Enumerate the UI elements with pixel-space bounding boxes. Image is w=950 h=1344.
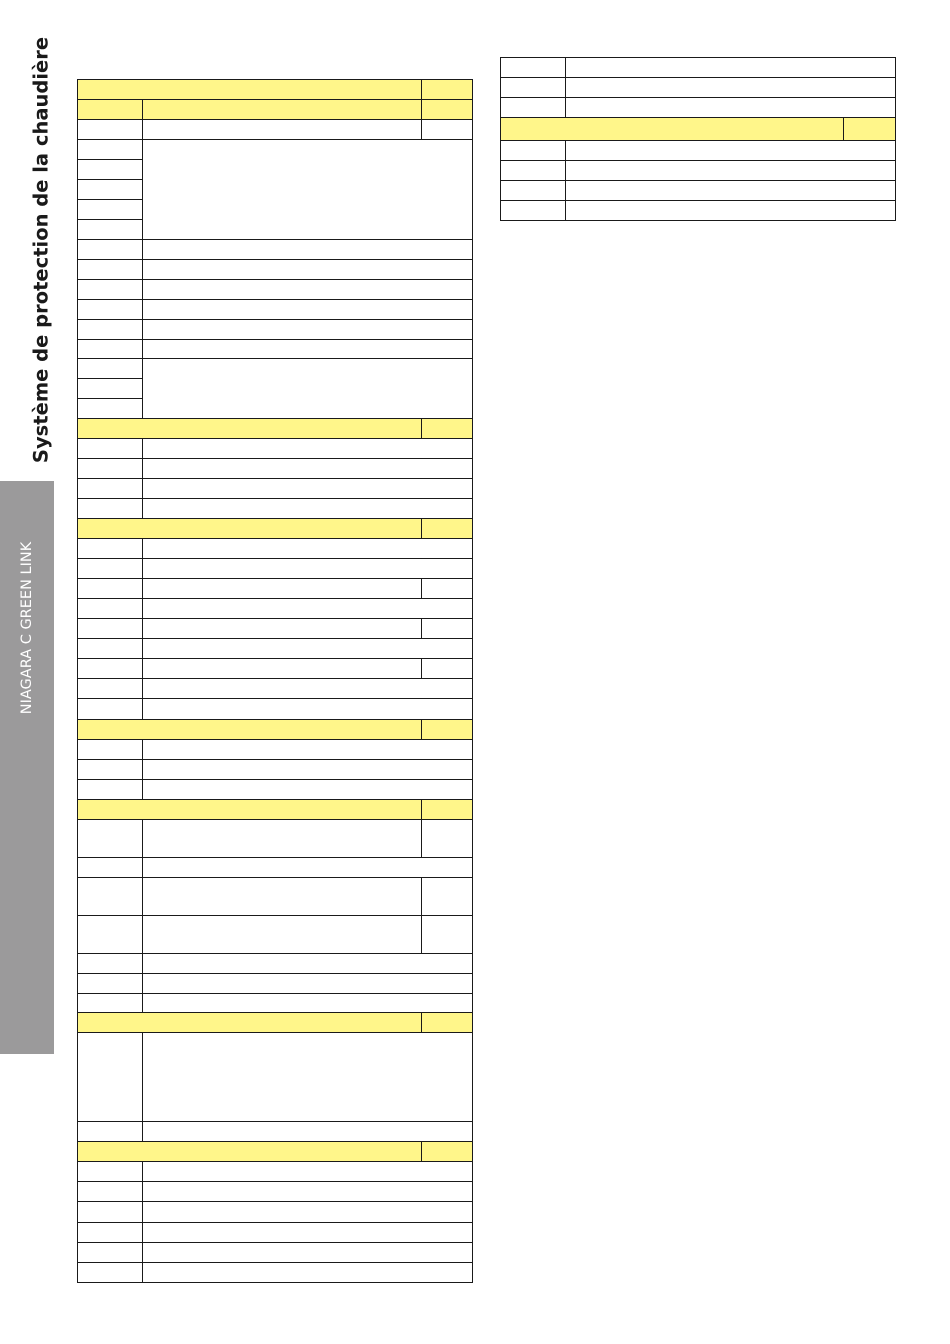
param-description	[142, 1201, 473, 1223]
section-header	[77, 1012, 422, 1033]
section-header-unit	[421, 518, 473, 539]
param-description	[142, 658, 422, 679]
param-description	[142, 915, 422, 954]
param-code	[77, 877, 143, 916]
param-code	[77, 239, 143, 260]
section-header-unit	[421, 79, 473, 100]
param-code	[77, 779, 143, 800]
param-description	[142, 993, 473, 1013]
param-description	[565, 200, 896, 221]
param-code	[77, 739, 143, 760]
param-description	[142, 119, 422, 140]
section-header-unit	[421, 1141, 473, 1162]
param-description	[142, 1222, 473, 1243]
param-description	[142, 1161, 473, 1182]
param-code	[500, 57, 566, 78]
param-code	[77, 398, 143, 419]
param-code	[77, 578, 143, 599]
param-description	[142, 618, 422, 639]
param-value	[421, 578, 473, 599]
param-code	[77, 378, 143, 399]
param-description	[142, 953, 473, 974]
param-code	[77, 279, 143, 300]
param-value	[421, 618, 473, 639]
section-header	[77, 418, 422, 439]
param-code	[77, 478, 143, 499]
param-code	[77, 219, 143, 240]
param-value	[421, 119, 473, 140]
param-description	[142, 538, 473, 559]
param-code	[77, 993, 143, 1013]
param-description	[142, 578, 422, 599]
param-code	[77, 1222, 143, 1243]
param-description	[142, 339, 473, 359]
param-description	[565, 77, 896, 98]
param-value	[421, 99, 473, 120]
section-header	[500, 117, 844, 141]
param-code	[500, 77, 566, 98]
param-code	[77, 1262, 143, 1283]
param-code	[77, 339, 143, 359]
param-description	[142, 819, 422, 858]
param-code	[77, 319, 143, 340]
param-description	[142, 358, 473, 419]
param-description	[142, 759, 473, 780]
param-code	[77, 179, 143, 200]
param-code	[77, 99, 143, 120]
page-title: Système de protection de la chaudière	[29, 36, 53, 464]
param-description	[142, 139, 473, 240]
param-code	[77, 1032, 143, 1122]
param-description	[142, 438, 473, 459]
param-description	[565, 97, 896, 118]
param-code	[77, 538, 143, 559]
param-description	[565, 140, 896, 161]
param-code	[77, 119, 143, 140]
param-description	[142, 1181, 473, 1202]
param-code	[77, 1121, 143, 1142]
param-code	[77, 498, 143, 519]
param-code	[77, 299, 143, 320]
param-description	[142, 739, 473, 760]
section-header-unit	[421, 1012, 473, 1033]
param-code	[77, 857, 143, 878]
param-code	[77, 438, 143, 459]
param-description	[142, 478, 473, 499]
param-description	[142, 498, 473, 519]
section-header-unit	[421, 418, 473, 439]
param-code	[77, 598, 143, 619]
param-code	[77, 819, 143, 858]
param-description	[142, 698, 473, 720]
param-description	[142, 598, 473, 619]
param-code	[500, 140, 566, 161]
param-code	[500, 160, 566, 181]
param-description	[142, 678, 473, 699]
param-value	[421, 877, 473, 916]
param-code	[500, 180, 566, 201]
param-code	[77, 658, 143, 679]
param-code	[77, 915, 143, 954]
param-value	[421, 819, 473, 858]
param-code	[77, 358, 143, 379]
section-header	[77, 518, 422, 539]
param-description	[142, 1121, 473, 1142]
param-description	[142, 779, 473, 800]
section-header-unit	[421, 799, 473, 820]
param-description	[142, 973, 473, 994]
param-description	[565, 57, 896, 78]
section-header	[77, 79, 422, 100]
param-code	[77, 1161, 143, 1182]
section-header-unit	[843, 117, 896, 141]
param-description	[142, 857, 473, 878]
param-code	[77, 259, 143, 280]
param-code	[77, 1181, 143, 1202]
param-code	[77, 139, 143, 160]
param-code	[77, 678, 143, 699]
param-description	[142, 1262, 473, 1283]
param-code	[500, 97, 566, 118]
param-description	[142, 877, 422, 916]
param-code	[77, 159, 143, 180]
param-description	[142, 239, 473, 260]
param-code	[77, 638, 143, 659]
param-code	[77, 458, 143, 479]
param-code	[77, 199, 143, 220]
side-tab-label: NIAGARA C GREEN LINK	[19, 541, 35, 715]
param-code	[77, 759, 143, 780]
param-code	[77, 973, 143, 994]
param-description	[142, 259, 473, 280]
section-header	[77, 799, 422, 820]
param-value	[421, 658, 473, 679]
param-description	[142, 558, 473, 579]
param-description	[565, 180, 896, 201]
param-code	[77, 1242, 143, 1263]
param-description	[142, 1242, 473, 1263]
param-code	[77, 558, 143, 579]
param-description	[142, 638, 473, 659]
param-description	[142, 319, 473, 340]
param-code	[500, 200, 566, 221]
param-description	[142, 458, 473, 479]
section-header-unit	[421, 719, 473, 740]
param-code	[77, 618, 143, 639]
section-header	[77, 1141, 422, 1162]
param-description	[565, 160, 896, 181]
section-header	[77, 719, 422, 740]
param-value	[421, 915, 473, 954]
param-description	[142, 279, 473, 300]
param-description	[142, 299, 473, 320]
param-description	[142, 1032, 473, 1122]
param-code	[77, 1201, 143, 1223]
param-code	[77, 953, 143, 974]
param-code	[77, 698, 143, 720]
param-description	[142, 99, 422, 120]
